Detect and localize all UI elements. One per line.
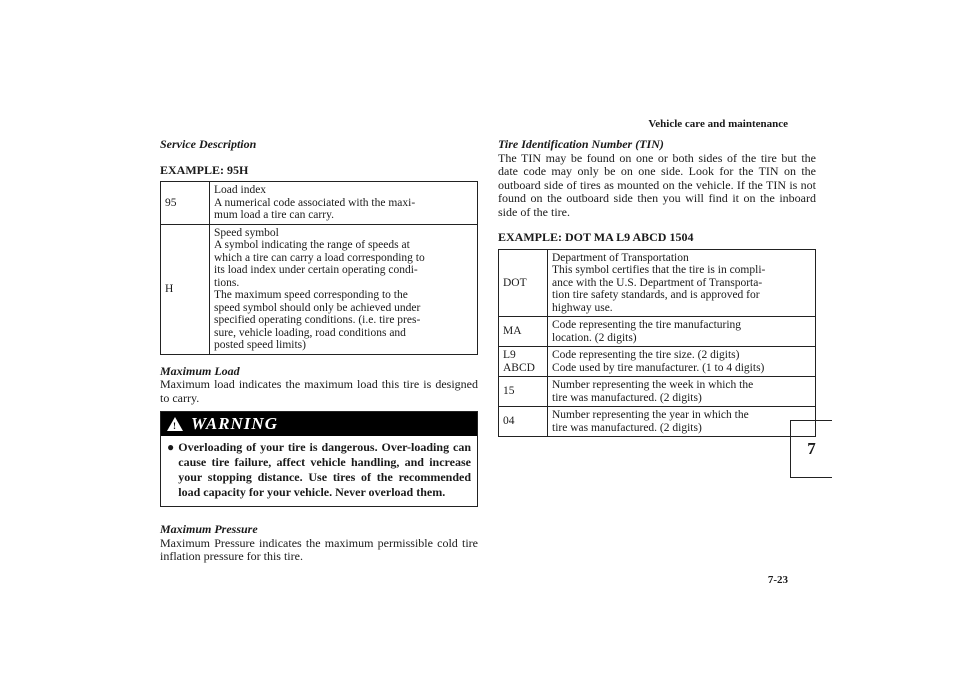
table-row (499, 407, 816, 437)
row-key: H (161, 224, 210, 354)
row-key (499, 249, 548, 317)
warning-title: WARNING (191, 414, 278, 434)
desc-line: Code representing the tire manufacturing (552, 319, 742, 331)
desc-line: A symbol indicating the range of speeds at (214, 239, 410, 251)
row-desc (210, 182, 478, 225)
key-line: 15 (503, 385, 515, 398)
row-desc (548, 407, 816, 437)
page-header: Vehicle care and maintenance (648, 118, 788, 130)
row-desc (548, 347, 816, 377)
left-column (160, 138, 478, 564)
tin-table (498, 249, 816, 438)
row-desc (548, 317, 816, 347)
service-example: EXAMPLE: 95H (160, 162, 249, 177)
maximum-load-text: Maximum load indicates the maximum load this tire is designed to carry. (160, 377, 478, 405)
tin-text: The TIN may be found on one or both sides of the tire but the date code may only be on one side. Look for the TIN on the outboard side of tires as mounted on the vehicle. If the TIN is not found on the outboard side then you will find it on the inboard side of the tire. (498, 150, 816, 219)
key-line: L9 (503, 349, 516, 361)
key-line: 04 (503, 415, 515, 428)
desc-line: tion tire safety standards, and is approved for (552, 289, 760, 301)
desc-line: specified operating conditions. (i.e. tire pres- (214, 314, 421, 326)
warning-text: Overloading of your tire is dangerous. Over-loading can cause tire failure, affect vehicle handling, and increase your stopping distance. Use tires of the recommended load capacity for your vehicle. Never overload them. (178, 440, 471, 499)
row-desc (210, 224, 478, 354)
table-row (161, 224, 478, 354)
desc-line: ance with the U.S. Department of Transporta- (552, 276, 763, 289)
key-line: MA (503, 325, 522, 338)
key-line: ABCD (503, 361, 535, 374)
maximum-load-title: Maximum Load (160, 363, 240, 378)
desc-line: posted speed limits) (214, 339, 306, 351)
service-description-title: Service Description (160, 137, 257, 151)
desc-line: Code representing the tire size. (2 digits) (552, 349, 740, 361)
row-key (499, 407, 548, 437)
desc-line: The maximum speed corresponding to the (214, 289, 408, 301)
row-desc (548, 249, 816, 317)
table-row (499, 317, 816, 347)
desc-line: Load index (214, 184, 267, 196)
desc-line: Number representing the week in which the (552, 379, 754, 391)
right-column (498, 138, 816, 437)
desc-line: tire was manufactured. (2 digits) (552, 391, 702, 404)
page-number: 7-23 (767, 574, 788, 586)
warning-body (161, 436, 477, 506)
bullet-icon: ● (167, 440, 175, 454)
table-row (161, 182, 478, 225)
desc-line: tire was manufactured. (2 digits) (552, 421, 702, 434)
tin-example: EXAMPLE: DOT MA L9 ABCD 1504 (498, 230, 694, 244)
desc-line: speed symbol should only be achieved under (214, 301, 421, 314)
key-line: DOT (503, 276, 527, 289)
warning-triangle-icon: ! (167, 417, 183, 431)
desc-line: tions. (214, 276, 240, 289)
row-desc (548, 377, 816, 407)
maximum-pressure-title: Maximum Pressure (160, 522, 258, 536)
desc-line: Number representing the year in which the (552, 409, 749, 421)
desc-line: Department of Transportation (552, 251, 689, 264)
table-row (499, 347, 816, 377)
service-table (160, 181, 478, 355)
maximum-pressure-text: Maximum Pressure indicates the maximum permissible cold tire inflation pressure for this tire. (160, 535, 478, 563)
desc-line: A numerical code associated with the maxi- (214, 196, 416, 209)
desc-line: its load index under certain operating condi- (214, 264, 418, 276)
desc-line: Speed symbol (214, 226, 279, 239)
desc-line: This symbol certifies that the tire is in compli- (552, 264, 766, 276)
row-key: 95 (161, 182, 210, 225)
desc-line: mum load a tire can carry. (214, 209, 334, 221)
section-tab: 7 (790, 420, 832, 478)
desc-line: which a tire can carry a load corresponding to (214, 251, 425, 264)
desc-line: Code used by tire manufacturer. (1 to 4 digits) (552, 361, 765, 374)
desc-line: sure, vehicle loading, road conditions and (214, 326, 406, 339)
table-row (499, 377, 816, 407)
tin-title: Tire Identification Number (TIN) (498, 137, 664, 151)
table-row (499, 249, 816, 317)
warning-header (161, 412, 477, 436)
row-key (499, 377, 548, 407)
row-key (499, 317, 548, 347)
desc-line: highway use. (552, 301, 613, 314)
desc-line: location. (2 digits) (552, 331, 637, 344)
warning-box (160, 411, 478, 507)
row-key (499, 347, 548, 377)
